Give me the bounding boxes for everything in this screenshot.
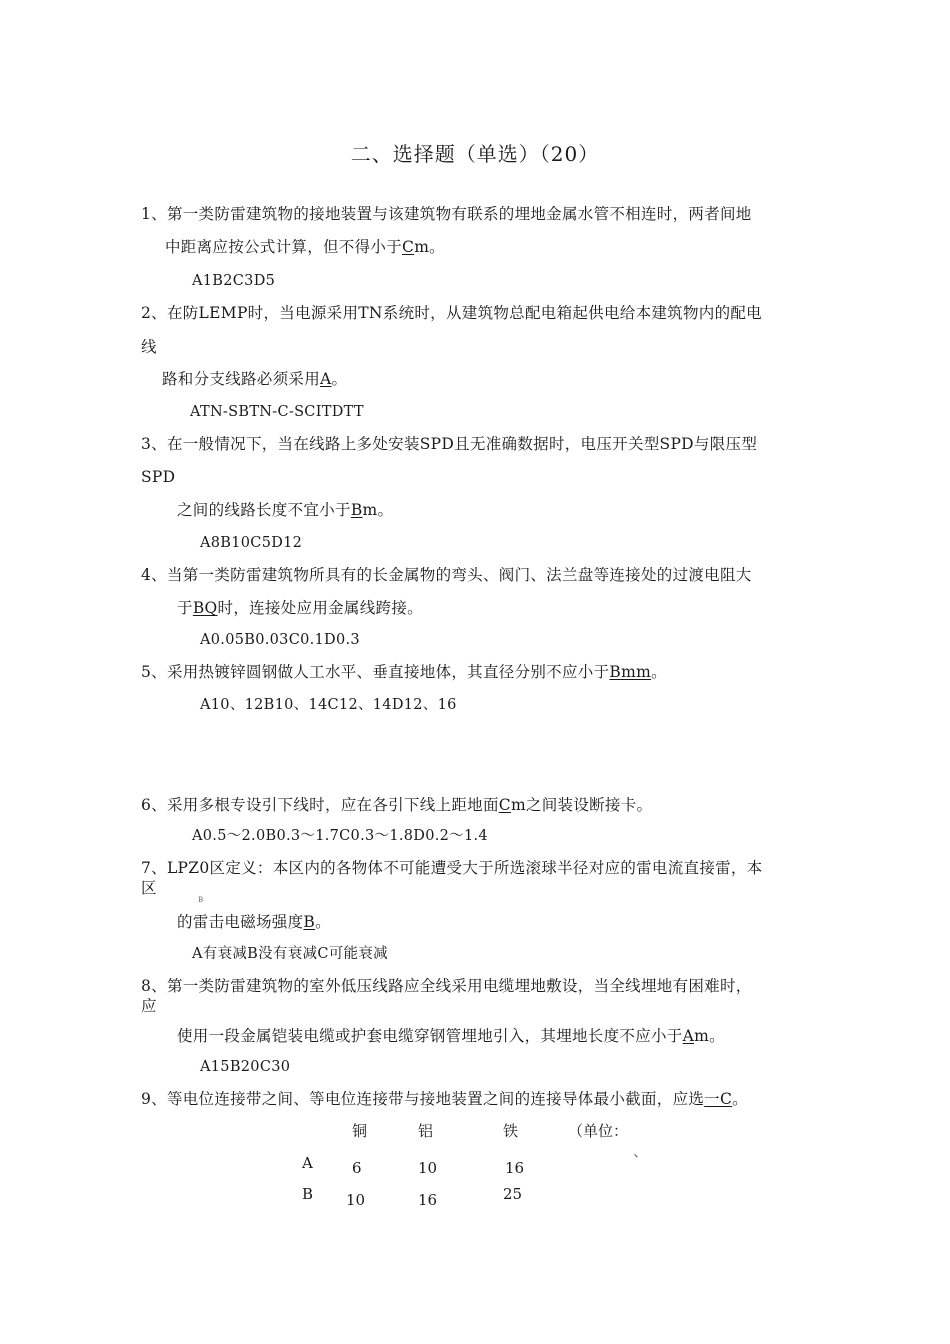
q8-text: 使用一段金属铠装电缆或护套电缆穿钢管埋地引入，其埋地长度不应小于 bbox=[177, 1027, 683, 1045]
q9-tick: 、 bbox=[633, 1142, 649, 1160]
q7-options: A有衰减B没有衰减C可能衰减 bbox=[192, 946, 388, 962]
q3-answer: B bbox=[350, 501, 363, 519]
q3-line3 bbox=[177, 500, 393, 520]
q4-text-end: 时，连接处应用金属线跨接。 bbox=[217, 599, 423, 617]
q5-options: A10、12B10、14C12、14D12、16 bbox=[200, 697, 457, 713]
q7-answer: B bbox=[303, 913, 316, 931]
q4-text: 于 bbox=[177, 599, 193, 617]
q7-mark: B bbox=[198, 896, 204, 904]
q8-unit: m。 bbox=[694, 1027, 725, 1045]
q9-row-a-label: A bbox=[302, 1154, 313, 1172]
q2-text: 路和分支线路必须采用 bbox=[162, 370, 321, 388]
q9-answer: 一C bbox=[704, 1090, 733, 1108]
q5-text: 5、采用热镀锌圆钢做人工水平、垂直接地体，其直径分别不应小于 bbox=[141, 663, 610, 681]
q2-line1: 2、在防LEMP时，当电源采用TN系统时，从建筑物总配电箱起供电给本建筑物内的配电 bbox=[141, 304, 762, 322]
q2-end: 。 bbox=[331, 370, 348, 388]
q6-options: A0.5～2.0B0.3～1.7C0.3～1.8D0.2～1.4 bbox=[192, 828, 488, 844]
q1-line1: 1、第一类防雷建筑物的接地装置与该建筑物有联系的埋地金属水管不相连时，两者间地 bbox=[141, 205, 752, 223]
q9-row-a-iron: 16 bbox=[505, 1159, 525, 1177]
q4-options: A0.05B0.03C0.1D0.3 bbox=[200, 632, 360, 648]
q8-line3 bbox=[177, 1026, 725, 1046]
q2-options: ATN-SBTN-C-SCITDTT bbox=[190, 404, 364, 420]
q6-answer: C bbox=[498, 796, 511, 814]
q3-line2: SPD bbox=[141, 468, 176, 486]
q9-header-aluminum: 铝 bbox=[418, 1122, 434, 1140]
q9-header-copper: 铜 bbox=[352, 1122, 368, 1140]
q5-answer: Bmm bbox=[609, 663, 652, 681]
q9-row-b-copper: 10 bbox=[346, 1191, 366, 1209]
q1-text: 中距离应按公式计算，但不得小于 bbox=[165, 238, 403, 256]
q9-header-unit: （单位： bbox=[568, 1122, 629, 1140]
q3-unit: m。 bbox=[362, 501, 394, 519]
q4-line2 bbox=[177, 598, 423, 618]
q3-line1: 3、在一般情况下，当在线路上多处安装SPD且无准确数据时，电压开关型SPD与限压型 bbox=[141, 435, 758, 453]
q8-answer: A bbox=[682, 1027, 695, 1045]
q7-end: 。 bbox=[315, 913, 331, 931]
q1-unit: m。 bbox=[414, 238, 445, 256]
q2-line2: 线 bbox=[141, 338, 157, 356]
q6-text-end: m之间装设断接卡。 bbox=[510, 796, 653, 814]
q9-row-b-label: B bbox=[302, 1185, 314, 1203]
q1-options: A1B2C3D5 bbox=[192, 273, 276, 289]
q7-line2: 区 bbox=[141, 879, 157, 897]
q3-text: 之间的线路长度不宜小于 bbox=[177, 501, 351, 519]
q2-line3 bbox=[162, 369, 347, 389]
q9-line1 bbox=[141, 1089, 748, 1109]
q5-end: 。 bbox=[651, 663, 667, 681]
q6-text: 6、采用多根专设引下线时，应在各引下线上距地面 bbox=[141, 796, 499, 814]
q9-row-a-aluminum: 10 bbox=[418, 1159, 438, 1177]
q9-header-iron: 铁 bbox=[503, 1122, 519, 1140]
q4-line1: 4、当第一类防雷建筑物所具有的长金属物的弯头、阀门、法兰盘等连接处的过渡电阻大 bbox=[141, 566, 752, 584]
q9-row-b-aluminum: 16 bbox=[418, 1191, 438, 1209]
page-title: 二、选择题（单选）（20） bbox=[350, 142, 600, 166]
q8-line1: 8、第一类防雷建筑物的室外低压线路应全线采用电缆埋地敷设，当全线埋地有困难时， bbox=[141, 977, 752, 995]
q7-line3 bbox=[177, 912, 331, 932]
q8-line2: 应 bbox=[141, 997, 157, 1015]
q1-line2 bbox=[165, 237, 445, 257]
q9-end: 。 bbox=[732, 1090, 748, 1108]
q1-answer: C bbox=[402, 238, 415, 256]
q6-line1 bbox=[141, 795, 652, 815]
q9-row-b-iron: 25 bbox=[503, 1185, 523, 1203]
q9-text: 9、等电位连接带之间、等电位连接带与接地装置之间的连接导体最小截面，应选 bbox=[141, 1090, 705, 1108]
q7-text: 的雷击电磁场强度 bbox=[177, 913, 304, 931]
q2-answer: A bbox=[320, 370, 332, 388]
q7-line1: 7、LPZ0区定义：本区内的各物体不可能遭受大于所选滚球半径对应的雷电流直接雷，本 bbox=[141, 859, 763, 877]
q9-row-a-copper: 6 bbox=[352, 1159, 362, 1177]
q3-options: A8B10C5D12 bbox=[200, 535, 303, 551]
q8-options: A15B20C30 bbox=[200, 1059, 291, 1075]
q5-line1 bbox=[141, 662, 667, 682]
q4-answer: BQ bbox=[192, 599, 218, 617]
